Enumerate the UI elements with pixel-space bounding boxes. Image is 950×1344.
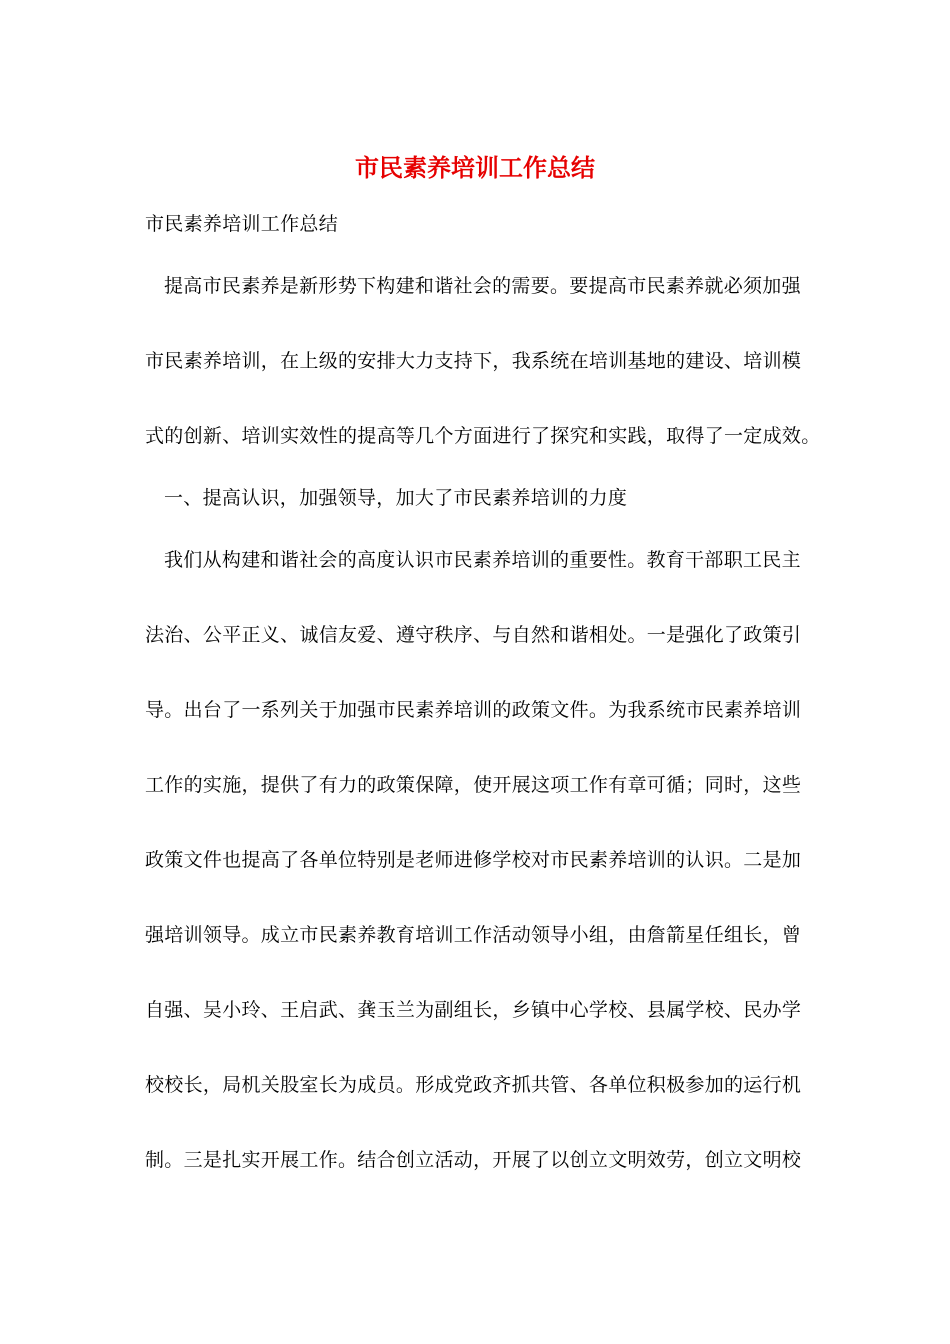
paragraph-line: 式的创新、培训实效性的提高等几个方面进行了探究和实践，取得了一定成效。 (145, 425, 821, 447)
section-heading: 一、提高认识，加强领导，加大了市民素养培训的力度 (164, 487, 628, 509)
paragraph-line: 市民素养培训，在上级的安排大力支持下，我系统在培训基地的建设、培训模 (145, 350, 802, 372)
document-subtitle: 市民素养培训工作总结 (145, 213, 339, 235)
paragraph-line: 自强、吴小玲、王启武、龚玉兰为副组长，乡镇中心学校、县属学校、民办学 (145, 999, 802, 1021)
paragraph-line: 制。三是扎实开展工作。结合创立活动，开展了以创立文明效劳，创立文明校 (145, 1149, 802, 1171)
paragraph-line: 导。出台了一系列关于加强市民素养培训的政策文件。为我系统市民素养培训 (145, 699, 802, 721)
document-title: 市民素养培训工作总结 (355, 153, 595, 182)
paragraph-line: 工作的实施，提供了有力的政策保障，使开展这项工作有章可循；同时，这些 (145, 774, 802, 796)
paragraph-line: 提高市民素养是新形势下构建和谐社会的需要。要提高市民素养就必须加强 (164, 275, 801, 297)
paragraph-line: 法治、公平正义、诚信友爱、遵守秩序、与自然和谐相处。一是强化了政策引 (145, 624, 802, 646)
paragraph-line: 政策文件也提高了各单位特别是老师进修学校对市民素养培训的认识。二是加 (145, 849, 802, 871)
paragraph-line: 校校长，局机关股室长为成员。形成党政齐抓共管、各单位积极参加的运行机 (145, 1074, 802, 1096)
paragraph-line: 强培训领导。成立市民素养教育培训工作活动领导小组，由詹箭星任组长，曾 (145, 924, 802, 946)
paragraph-line: 我们从构建和谐社会的高度认识市民素养培训的重要性。教育干部职工民主 (164, 549, 801, 571)
